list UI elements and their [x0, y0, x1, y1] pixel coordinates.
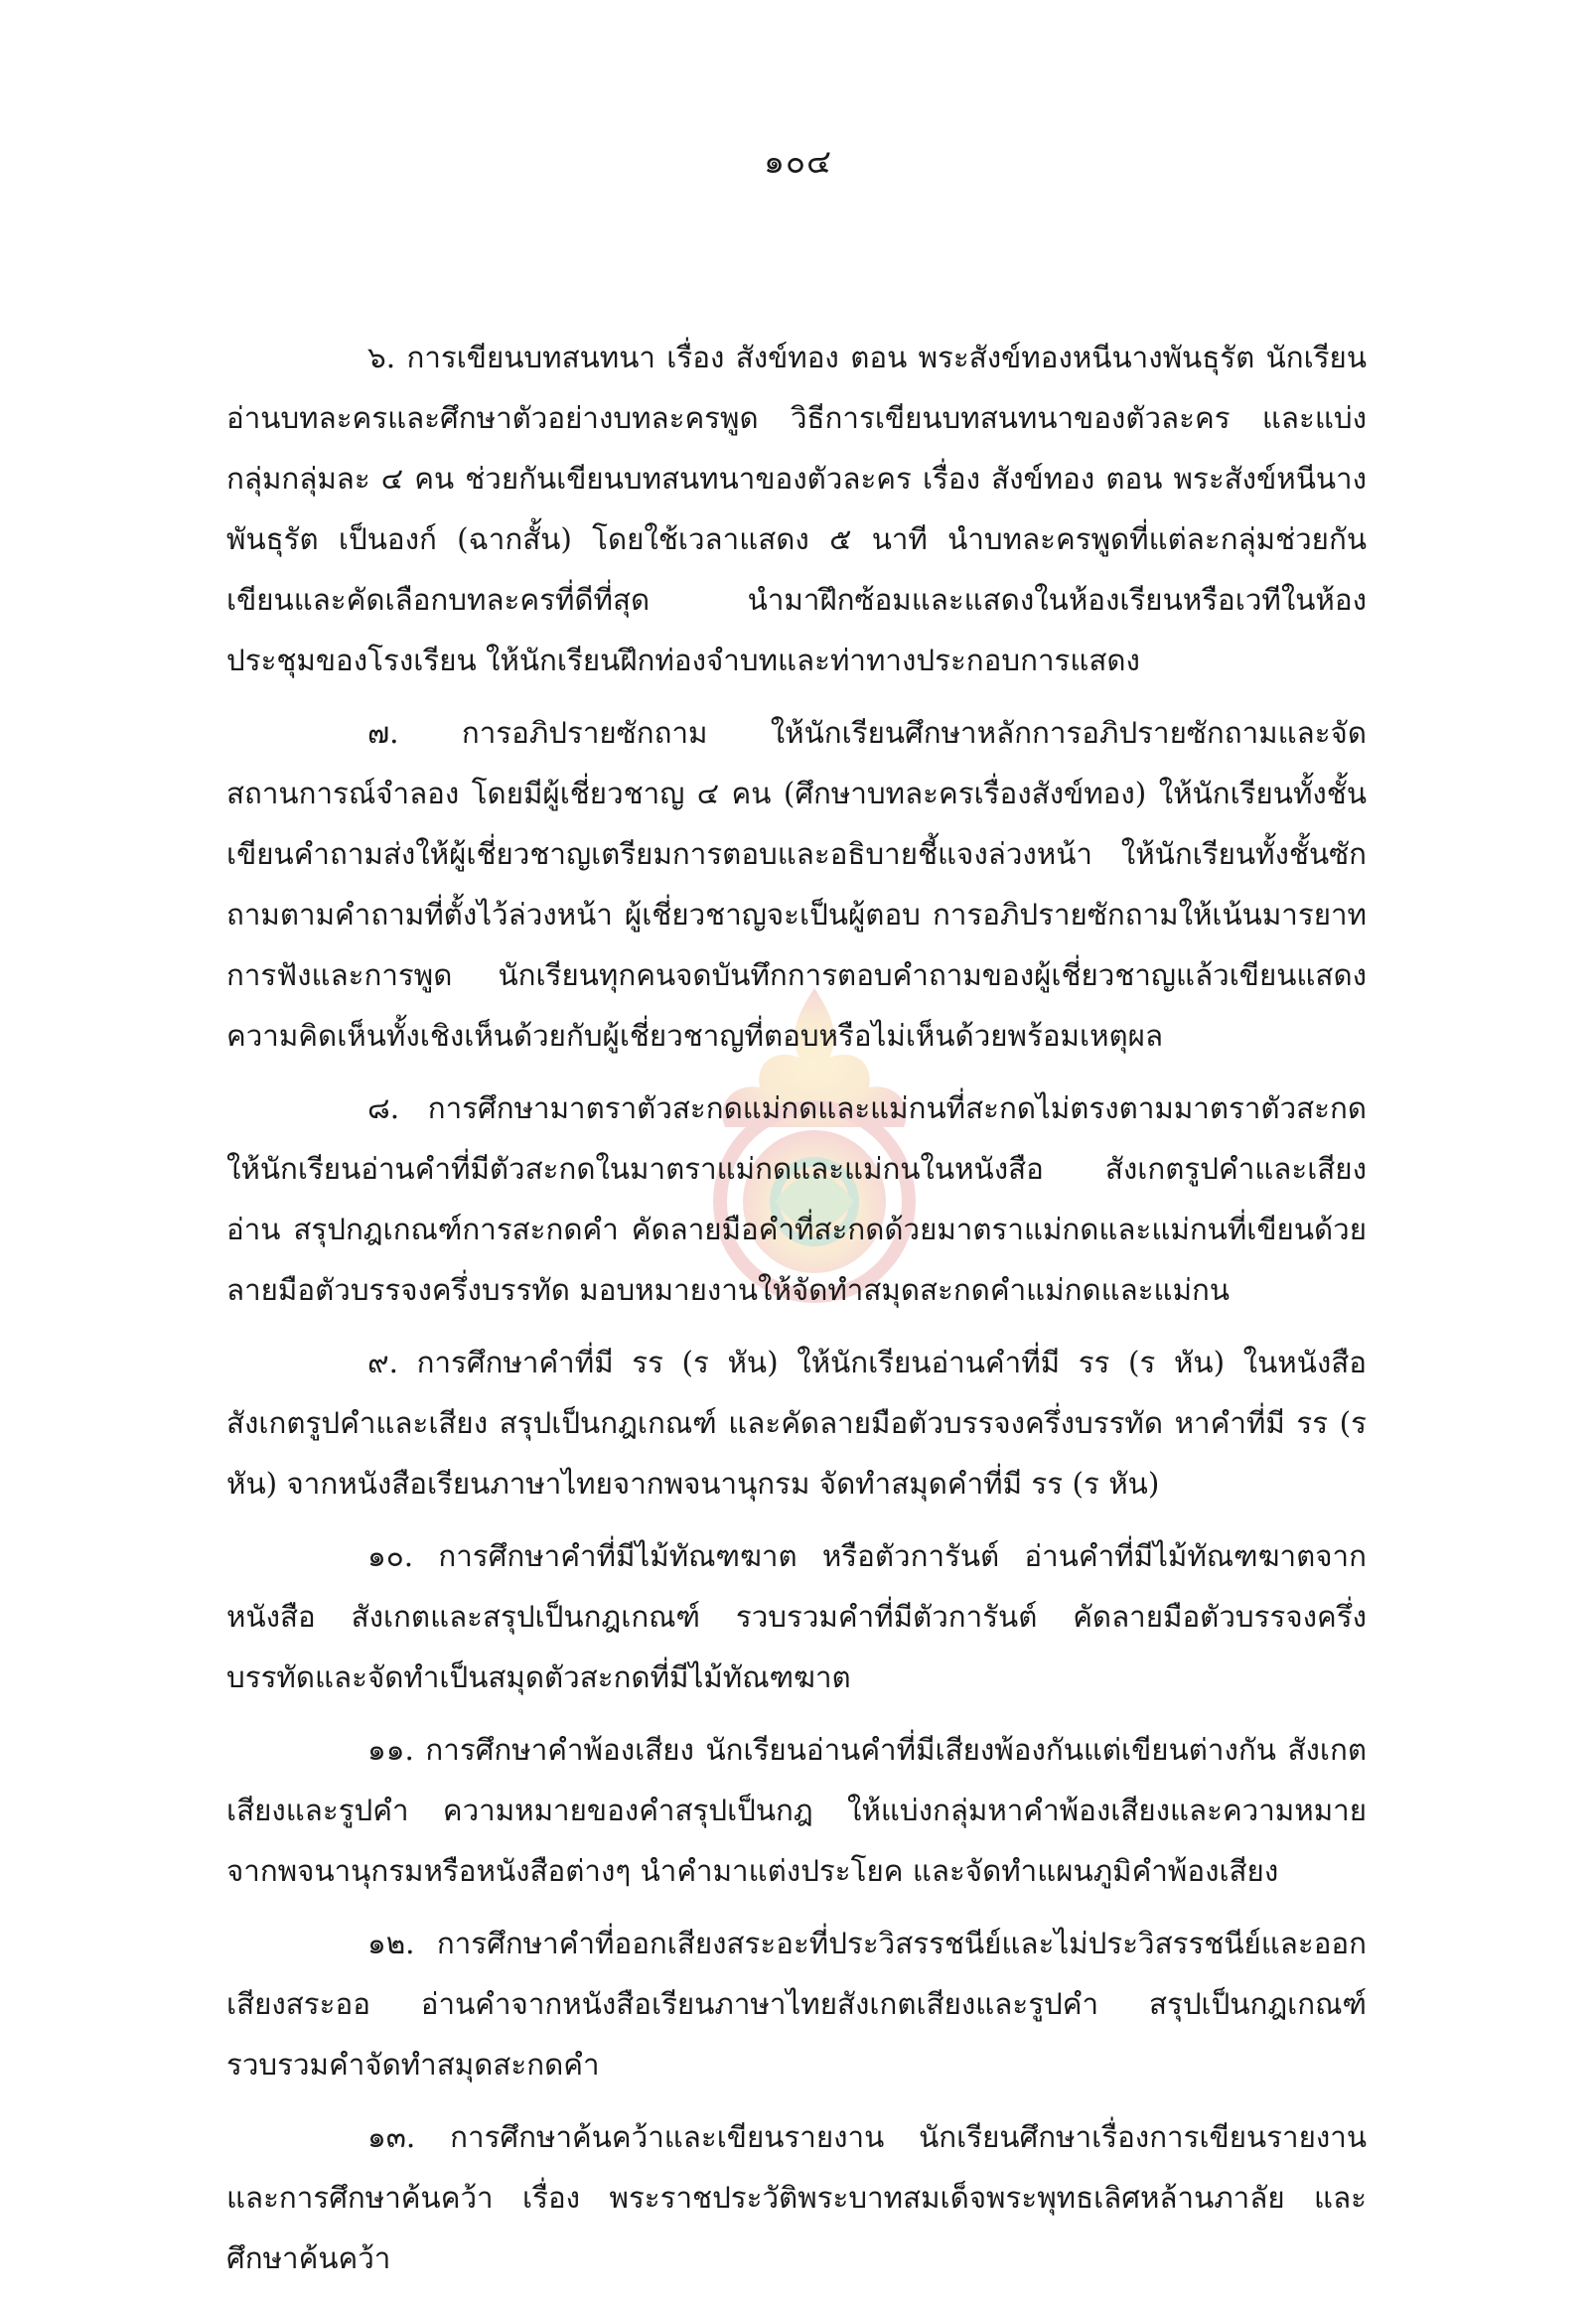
paragraph-13: ๑๓. การศึกษาค้นคว้าและเขียนรายงาน นักเรียนศึกษาเรื่องการเขียนรายงานและการศึกษาค้นคว้า เรื่อง พระราชประวัติพระบาทสมเด็จพระพุทธเลิศหล้านภาลัย และศึกษาค้นคว้า: [226, 2120, 1367, 2275]
paragraph-6: ๖. การเขียนบทสนทนา เรื่อง สังข์ทอง ตอน พระสังข์ทองหนีนางพันธุรัต นักเรียนอ่านบทละครและศึกษาตัวอย่างบทละครพูด วิธีการเขียนบทสนทนาของตัวละคร และแบ่งกลุ่มกลุ่มละ ๔ คน ช่วยกันเขียนบทสนทนาของตัวละคร เรื่อง สังข์ทอง ตอน พระสังข์หนีนางพันธุรัต เป็นองก์ (ฉากสั้น) โดยใช้เวลาแสดง ๕ นาที นำบทละครพูดที่แต่ละกลุ่มช่วยกันเขียนและคัดเลือกบทละครที่ดีที่สุด นำมาฝึกซ้อมและแสดงในห้องเรียนหรือเวทีในห้องประชุมของโรงเรียน ให้นักเรียนฝึกท่องจำบทและท่าทางประกอบการแสดง: [226, 341, 1367, 677]
paragraph-7: ๗. การอภิปรายซักถาม ให้นักเรียนศึกษาหลักการอภิปรายซักถามและจัดสถานการณ์จำลอง โดยมีผู้เชี่ยวชาญ ๔ คน (ศึกษาบทละครเรื่องสังข์ทอง) ให้นักเรียนทั้งชั้นเขียนคำถามส่งให้ผู้เชี่ยวชาญเตรียมการตอบและอธิบายชี้แจงล่วงหน้า ให้นักเรียนทั้งชั้นซักถามตามคำถามที่ตั้งไว้ล่วงหน้า ผู้เชี่ยวชาญจะเป็นผู้ตอบ การอภิปรายซักถามให้เน้นมารยาทการฟังและการพูด นักเรียนทุกคนจดบันทึกการตอบคำถามของผู้เชี่ยวชาญแล้วเขียนแสดงความคิดเห็นทั้งเชิงเห็นด้วยกับผู้เชี่ยวชาญที่ตอบหรือไม่เห็นด้วยพร้อมเหตุผล: [226, 716, 1367, 1053]
paragraph-9: ๙. การศึกษาคำที่มี รร (ร หัน) ให้นักเรียนอ่านคำที่มี รร (ร หัน) ในหนังสือ สังเกตรูปคำและเสียง สรุปเป็นกฎเกณฑ์ และคัดลายมือตัวบรรจงครึ่งบรรทัด หาคำที่มี รร (ร หัน) จากหนังสือเรียนภาษาไทยจากพจนานุกรม จัดทำสมุดคำที่มี รร (ร หัน): [226, 1346, 1367, 1501]
paragraph-12: ๑๒. การศึกษาคำที่ออกเสียงสระอะที่ประวิสรรชนีย์และไม่ประวิสรรชนีย์และออกเสียงสระออ อ่านคำจากหนังสือเรียนภาษาไทยสังเกตเสียงและรูปคำ สรุปเป็นกฎเกณฑ์ รวบรวมคำจัดทำสมุดสะกดคำ: [226, 1927, 1367, 2082]
page-number: ๑๐๔: [763, 142, 833, 181]
paragraph-8: ๘. การศึกษามาตราตัวสะกดแม่กดและแม่กนที่สะกดไม่ตรงตามมาตราตัวสะกด ให้นักเรียนอ่านคำที่มีตัวสะกดในมาตราแม่กดและแม่กนในหนังสือ สังเกตรูปคำและเสียงอ่าน สรุปกฎเกณฑ์การสะกดคำ คัดลายมือคำที่สะกดด้วยมาตราแม่กดและแม่กนที่เขียนด้วยลายมือตัวบรรจงครึ่งบรรทัด มอบหมายงานให้จัดทำสมุดสะกดคำแม่กดและแม่กน: [226, 1091, 1367, 1307]
document-body: [226, 328, 1367, 2301]
paragraph-10: ๑๐. การศึกษาคำที่มีไม้ทัณฑฆาต หรือตัวการันต์ อ่านคำที่มีไม้ทัณฑฆาตจากหนังสือ สังเกตและสรุปเป็นกฎเกณฑ์ รวบรวมคำที่มีตัวการันต์ คัดลายมือตัวบรรจงครึ่งบรรทัดและจัดทำเป็นสมุดตัวสะกดที่มีไม้ทัณฑฆาต: [226, 1539, 1367, 1694]
paragraph-11: ๑๑. การศึกษาคำพ้องเสียง นักเรียนอ่านคำที่มีเสียงพ้องกันแต่เขียนต่างกัน สังเกตเสียงและรูปคำ ความหมายของคำสรุปเป็นกฎ ให้แบ่งกลุ่มหาคำพ้องเสียงและความหมายจากพจนานุกรมหรือหนังสือต่างๆ นำคำมาแต่งประโยค และจัดทำแผนภูมิคำพ้องเสียง: [226, 1733, 1367, 1888]
